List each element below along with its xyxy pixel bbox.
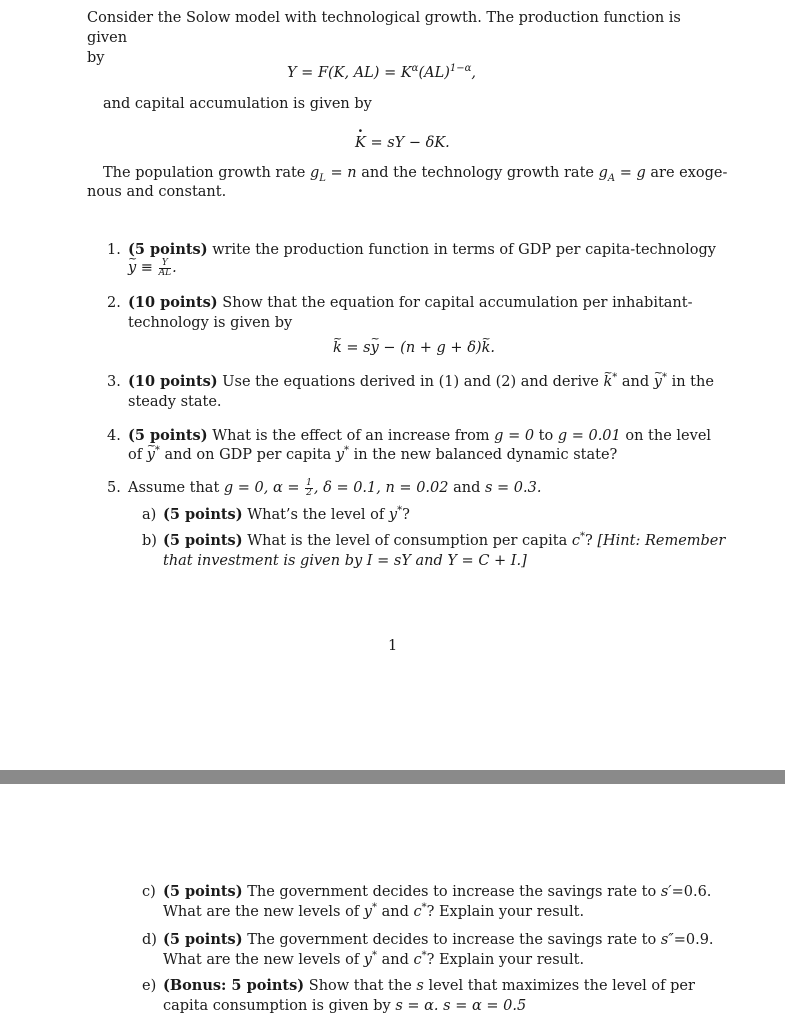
sub-c-text-2: What are the new levels of [163,904,360,920]
question-2-text-2: technology is given by [128,315,293,331]
question-4-line-2: of ~ y* and on GDP per capita y* in the new balanced dynamic state? [128,445,617,465]
question-2-points: (10 points) [128,294,218,311]
question-1-points: (5 points) [128,241,208,258]
sub-c-value: =0.6. [671,884,712,900]
sub-c-label: c) [142,884,156,900]
sub-a-text: What’s the level of [247,507,385,523]
question-5-number: 5. [107,480,121,496]
sub-question-b: (5 points) What is the level of consumption per capita c*? [Hint: Remember [163,531,726,549]
sub-b-line-2: that investment is given by I = sY and Y = C + I.] [163,553,527,569]
sub-a-label: a) [142,507,157,523]
sub-question-e: (Bonus: 5 points) Show that the s level that maximizes the level of per [163,977,695,994]
question-4-on: on the level [625,428,712,444]
sub-d-end: ? Explain your result. [426,952,585,968]
question-3-end: in the [671,374,714,390]
sub-e-points: (Bonus: 5 points) [163,977,305,994]
question-4-text-1: What is the effect of an increase from [212,428,490,444]
sub-c-points: (5 points) [163,883,243,900]
question-5: Assume that g = 0, α = $\frac{1}{2}$ , δ = 0.1, n = 0.02 and s = 0.3. [128,477,542,498]
question-4: (5 points) What is the effect of an increase from g = 0 to g = 0.01 on the level [128,427,712,444]
sub-d-line-2: What are the new levels of y* and c*? Explain your result. [163,950,585,968]
ga-symbol: $g_A = g$ [598,165,646,184]
intro-paragraph [87,8,707,68]
question-5-text: Assume that [128,480,220,496]
page-2 [0,784,785,1024]
question-4-of: of [128,447,143,463]
page-number: 1 [388,638,398,654]
question-4-end: in the new balanced dynamic state? [353,447,618,463]
gl-symbol: $g_L = n$ [309,165,357,184]
growth-text-c: are exoge- [650,165,728,181]
sub-e-text-2: capita consumption is given by [163,998,391,1014]
sub-b-hint-2: that investment is given by [163,553,363,569]
capital-accumulation-equation: · K = sY − δK. [355,133,450,153]
growth-text-a: The population growth rate [103,165,306,181]
sub-e-text-b: level that maximizes the level of per [428,978,695,994]
question-1-number: 1. [107,242,121,258]
sub-d-text-2: What are the new levels of [163,952,360,968]
sub-question-a: (5 points) What’s the level of y*? [163,505,410,523]
growth-text-b: and the technology growth rate [361,165,594,181]
sub-b-hint: [Hint: Remember [597,533,726,549]
question-4-gdp-text: and on GDP per capita [164,447,332,463]
intro-line-1: Consider the Solow model with technological growth. The production function is given [87,10,681,46]
growth-rates-line-1 [103,163,728,184]
sub-c-end: ? Explain your result. [426,904,585,920]
question-3-and: and [621,374,650,390]
sub-c-text: The government decides to increase the savings rate to [247,884,657,900]
sub-c-and: and [381,904,409,920]
question-2 [128,293,703,313]
intro-line-2: by [87,50,105,66]
sub-b-points: (5 points) [163,532,243,549]
question-1 [128,240,716,260]
growth-rates-line-2: nous and constant. [87,184,227,200]
question-5-and: and [453,480,481,496]
question-3-points: (10 points) [128,373,218,390]
sub-e-text: Show that the [308,978,412,994]
sub-e-line-2: capita consumption is given by s = α. s = α = 0.5 [163,998,527,1014]
capital-accumulation-text: and capital accumulation is given by [103,96,372,112]
sub-d-label: d) [142,932,157,948]
sub-question-d: (5 points) The government decides to increase the savings rate to s″=0.9. [163,931,714,948]
sub-d-and: and [381,952,409,968]
question-3: (10 points) Use the equations derived in (1) and (2) and derive ~ k* and ~ y* in the [128,372,703,392]
question-4-points: (5 points) [128,427,208,444]
sub-c-line-2: What are the new levels of y* and c*? Explain your result. [163,902,585,920]
question-2-equation: ~ k = s~ y − (n + g + δ)~ k. [333,338,495,358]
question-1-text: write the production function in terms of GDP per capita-technology [212,242,716,258]
question-1-definition: ~ y ≡ $\frac{Y}{AL}$ . [128,258,177,278]
sub-d-text: The government decides to increase the savings rate to [247,932,657,948]
production-function-equation: Y = F(K, $AL) = K^\alpha(AL)^{1-\alpha}$, [287,63,476,81]
page-separator [0,770,785,784]
question-2-number: 2. [107,295,121,311]
sub-question-c: (5 points) The government decides to increase the savings rate to s′=0.6. [163,883,712,900]
sub-d-value: =0.9. [673,932,714,948]
question-3-text-1: Use the equations derived in (1) and (2) and derive [222,374,599,390]
sub-e-label: e) [142,978,157,994]
question-4-to: to [538,428,554,444]
sub-a-points: (5 points) [163,506,243,523]
sub-b-text: What is the level of consumption per capita [247,533,568,549]
question-2-text-1: Show that the equation for capital accumulation per inhabitant- [222,295,693,311]
sub-d-points: (5 points) [163,931,243,948]
question-4-number: 4. [107,428,121,444]
question-3-text-2: steady state. [128,394,222,410]
sub-b-label: b) [142,533,157,549]
question-3-number: 3. [107,374,121,390]
